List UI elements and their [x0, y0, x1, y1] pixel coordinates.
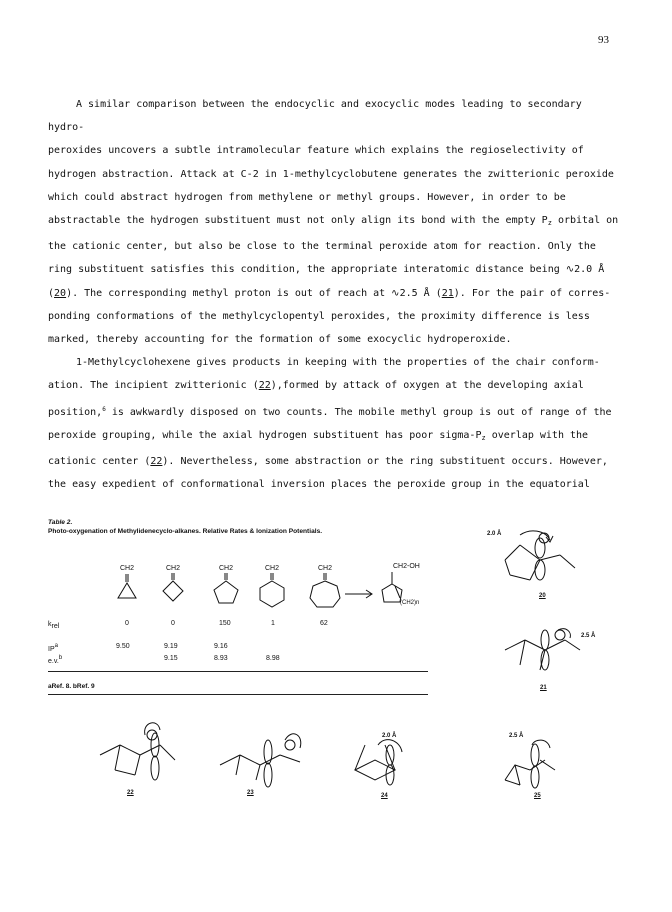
row-label: krel: [48, 621, 60, 630]
text-line: ring substituent satisfies this condition, the appropriate interatomic distance being: [48, 264, 566, 276]
compound-label: 23: [247, 790, 254, 796]
text-line: cationic center (: [48, 456, 151, 468]
compound-label: 20: [539, 593, 546, 599]
text-line: which could abstract hydrogen from methylene or methyl groups. However, in order to be: [48, 191, 566, 203]
text-line: (: [48, 287, 55, 299]
text-line: ). For the pair of corres-: [453, 287, 611, 299]
text-line: the easy expedient of conformational inversion places the peroxide group in the equatorial: [48, 479, 590, 491]
text-line: ),formed by attack of oxygen at the developing axial: [270, 380, 584, 392]
compound-ref: 22: [150, 456, 163, 468]
structure-label: CH2: [166, 565, 181, 572]
text-line: ∿2.0 Å: [565, 264, 605, 276]
text-line: hydrogen abstraction. Attack at C-2 in 1-methylcyclobutene generates the zwitterionic peroxide: [48, 168, 614, 180]
table-cell: 8.93: [214, 655, 228, 662]
distance-label: 2.0 Å: [382, 733, 397, 739]
table-cell: 150: [219, 620, 231, 627]
table-cell: 9.19: [164, 643, 178, 650]
text-line: orbital on: [551, 215, 619, 227]
compound-ref: 20: [54, 287, 67, 299]
table-label: Table 2.: [48, 519, 73, 526]
table-cell: 62: [320, 620, 328, 627]
structure-label: CH2: [219, 565, 234, 572]
distance-label: 2.0 Å: [487, 531, 502, 537]
superscript: 6: [102, 405, 106, 413]
table-cell: 8.98: [266, 655, 280, 662]
row-label: e.v.b: [48, 655, 63, 665]
subscript: z: [481, 433, 486, 442]
text-line: the cationic center, but also be close to the terminal peroxide atom for reaction. Only the: [48, 241, 596, 253]
table-cell: 0: [171, 620, 175, 627]
compound-ref: 21: [441, 287, 454, 299]
text-line: ponding conformations of the methylcyclopentyl peroxides, the proximity difference is less: [48, 310, 590, 322]
text-line: abstractable the hydrogen substituent must not only align its bond with the empty P: [48, 215, 548, 227]
text-line: A similar comparison between the endocyclic and exocyclic modes leading to secondary hydro-: [48, 99, 582, 134]
table-cell: 9.16: [214, 643, 228, 650]
distance-label: 2.5 Å: [581, 633, 596, 639]
text-line: ). Nevertheless, some abstraction or the ring substituent occurs. However,: [162, 456, 608, 468]
table-cell: 0: [125, 620, 129, 627]
text-line: is awkwardly disposed on two counts. The mobile methyl group is out of range of the: [105, 406, 612, 418]
row-label: IPa: [48, 643, 58, 653]
page-number: 93: [598, 34, 609, 46]
text-line: position,: [48, 406, 103, 418]
table-footnote: aRef. 8. bRef. 9: [48, 683, 95, 690]
text-line: ). The corresponding methyl proton is out of reach at ∿2.5 Å (: [66, 287, 442, 299]
subscript: z: [547, 219, 552, 228]
structure-label: CH2: [265, 565, 280, 572]
structure-label: CH2: [318, 565, 333, 572]
structure-label: CH2-OH: [393, 563, 420, 570]
text-line: 1-Methylcyclohexene gives products in keeping with the properties of the chair conform-: [76, 357, 600, 369]
structure-label: CH2: [120, 565, 135, 572]
table-title: Photo-oxygenation of Methylidenecyclo-alkanes. Relative Rates & Ionization Potentials.: [48, 528, 323, 535]
text-line: peroxides uncovers a subtle intramolecular feature which explains the regioselectivity of: [48, 145, 584, 157]
table-cell: 9.50: [116, 643, 130, 650]
compound-label: 21: [540, 685, 547, 691]
text-line: ation. The incipient zwitterionic (: [48, 380, 259, 392]
compound-label: 25: [534, 793, 541, 799]
text-line: overlap with the: [485, 429, 589, 441]
structure-label: (CH2)n: [400, 600, 420, 606]
compound-label: 22: [127, 790, 134, 796]
text-line: peroxide grouping, while the axial hydrogen substituent has poor sigma-P: [48, 429, 482, 441]
compound-ref: 22: [258, 380, 271, 392]
table-cell: 9.15: [164, 655, 178, 662]
distance-label: 2.5 Å: [509, 733, 524, 739]
table-cell: 1: [271, 620, 275, 627]
compound-label: 24: [381, 793, 388, 799]
text-line: marked, thereby accounting for the formation of some exocyclic hydroperoxide.: [48, 334, 512, 346]
